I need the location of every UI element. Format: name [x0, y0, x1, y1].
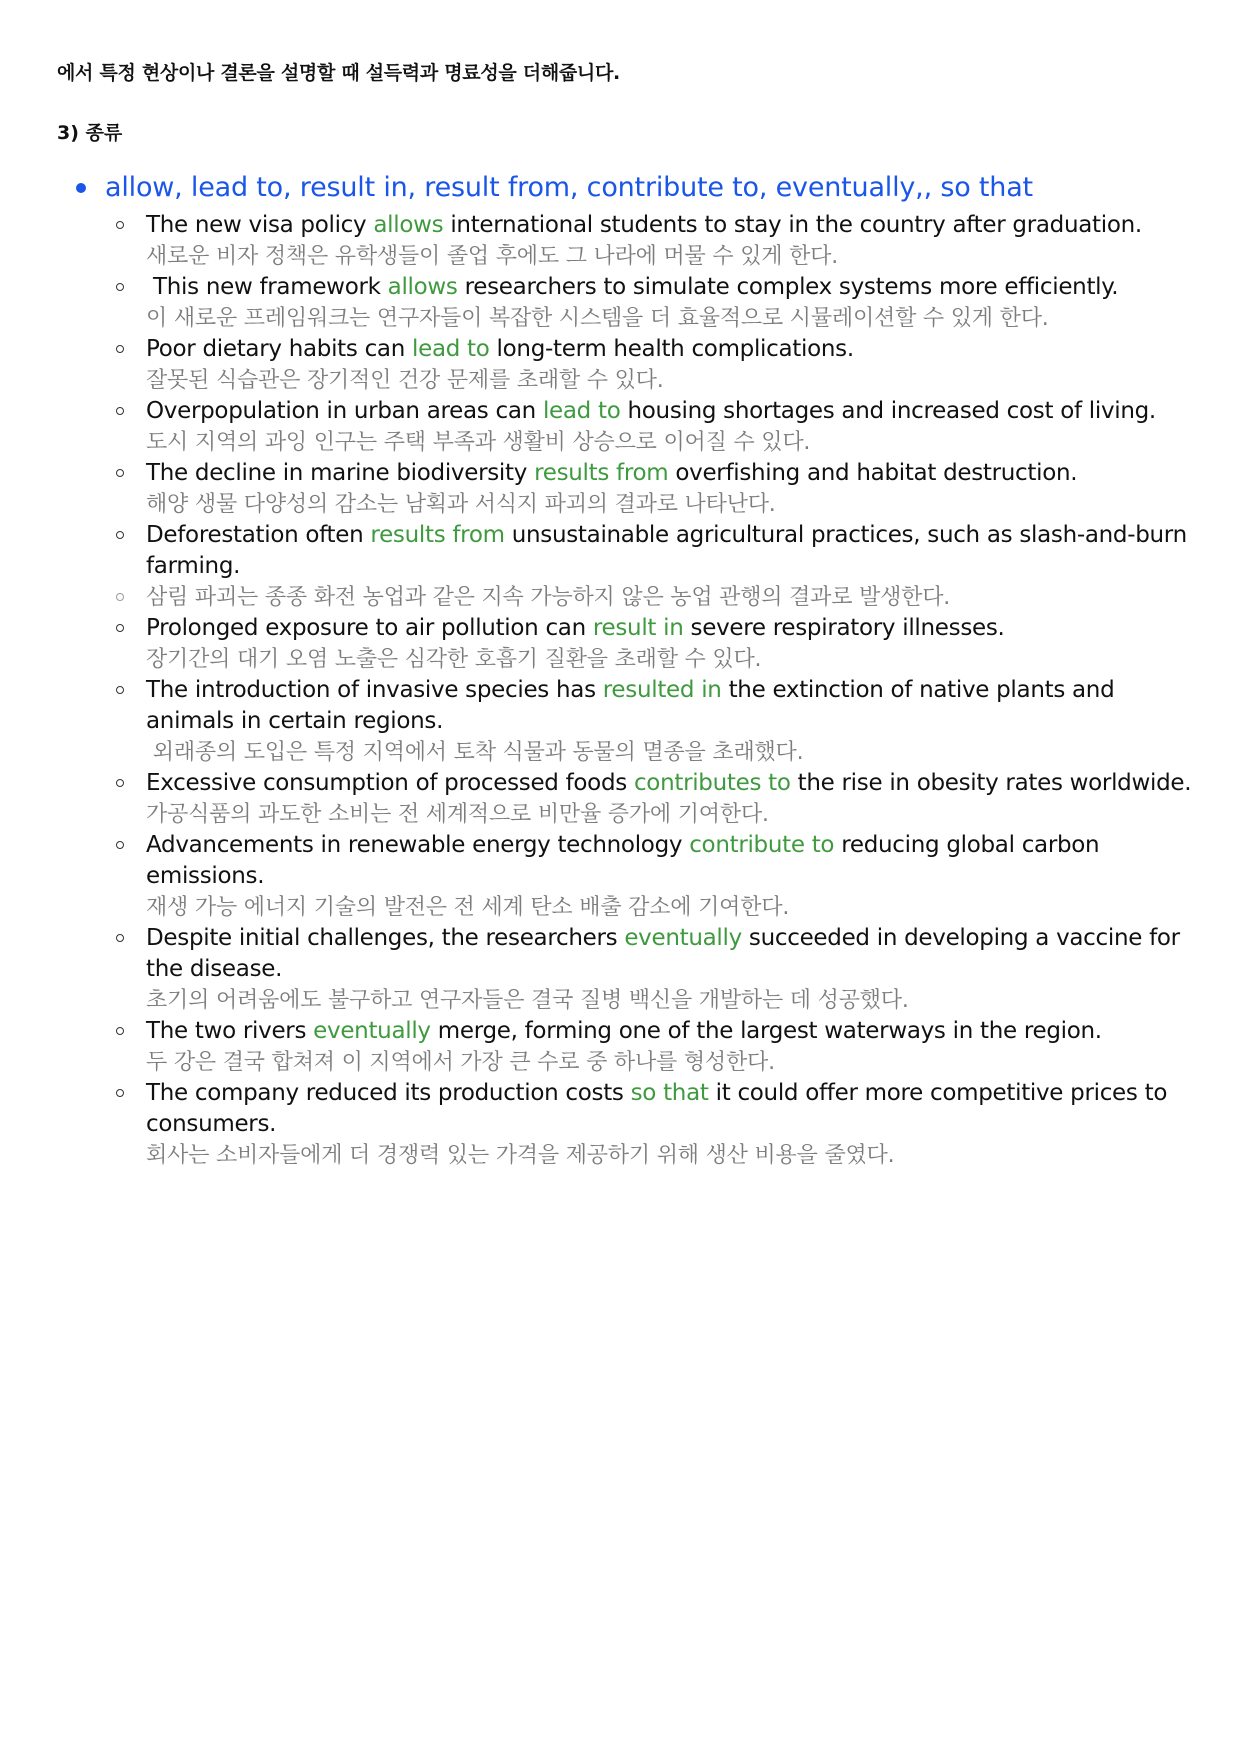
example-korean: 외래종의 도입은 특정 지역에서 토착 식물과 동물의 멸종을 초래했다. — [146, 740, 804, 765]
example-korean: 재생 가능 에너지 기술의 발전은 전 세계 탄소 배출 감소에 기여한다. — [146, 895, 790, 920]
circle-bullet-icon — [116, 934, 124, 942]
example-text-after: the extinction of native plants and animals in certain regions. — [146, 677, 1122, 734]
example-item — [112, 1078, 1192, 1171]
circle-bullet-icon — [116, 624, 124, 632]
example-text-after: merge, forming one of the largest waterways in the region. — [430, 1018, 1102, 1044]
circle-bullet-icon — [116, 469, 124, 477]
example-korean: 이 새로운 프레임워크는 연구자들이 복잡한 시스템을 더 효율적으로 시뮬레이션할 수 있게 한다. — [146, 306, 1049, 331]
example-text-before: Poor dietary habits can — [146, 336, 412, 362]
example-english — [146, 272, 1192, 303]
example-text-before: The company reduced its production costs — [146, 1080, 631, 1106]
example-korean: 가공식품의 과도한 소비는 전 세계적으로 비만율 증가에 기여한다. — [146, 802, 769, 827]
example-text-before: This new framework — [146, 274, 388, 300]
example-korean: 도시 지역의 과잉 인구는 주택 부족과 생활비 상승으로 이어질 수 있다. — [146, 430, 811, 455]
example-english — [146, 520, 1192, 582]
example-text-before: The decline in marine biodiversity — [146, 460, 535, 486]
example-text-before: Excessive consumption of processed foods — [146, 770, 634, 796]
example-text-after: severe respiratory illnesses. — [683, 615, 1005, 641]
example-item — [112, 830, 1192, 923]
example-text-after: it could offer more competitive prices to consumers. — [146, 1080, 1175, 1137]
example-text-before: Deforestation often — [146, 522, 371, 548]
example-text-before: The new visa policy — [146, 212, 374, 238]
connector-list-text: allow, lead to, result in, result from, contribute to, eventually,, so that — [105, 172, 1033, 203]
example-korean: 초기의 어려움에도 불구하고 연구자들은 결국 질병 백신을 개발하는 데 성공했다. — [146, 988, 909, 1013]
example-text-after: reducing global carbon emissions. — [146, 832, 1107, 889]
circle-bullet-icon — [116, 407, 124, 415]
example-english — [146, 334, 1192, 365]
example-item — [112, 334, 1192, 396]
example-text-before: The two rivers — [146, 1018, 314, 1044]
highlighted-connector: lead to — [542, 398, 621, 424]
example-list — [112, 210, 1192, 1171]
example-korean: 두 강은 결국 합쳐져 이 지역에서 가장 큰 수로 중 하나를 형성한다. — [146, 1050, 775, 1075]
example-item — [112, 272, 1192, 334]
example-text-after: housing shortages and increased cost of living. — [620, 398, 1156, 424]
example-text-after: researchers to simulate complex systems more efficiently. — [457, 274, 1119, 300]
example-english — [146, 768, 1192, 799]
highlighted-connector: resulted in — [602, 677, 722, 703]
example-item — [112, 613, 1192, 675]
example-text-after: long-term health complications. — [489, 336, 854, 362]
example-english — [146, 830, 1192, 892]
example-item — [112, 458, 1192, 520]
example-english — [146, 210, 1192, 241]
highlighted-connector: allows — [373, 212, 444, 238]
highlighted-connector: eventually — [624, 925, 742, 951]
example-english — [146, 1078, 1192, 1140]
highlighted-connector: contributes to — [633, 770, 791, 796]
circle-bullet-icon — [116, 531, 124, 539]
circle-bullet-icon — [116, 1089, 124, 1097]
section-heading: 3) 종류 — [57, 122, 123, 144]
circle-bullet-icon — [116, 686, 124, 694]
intro-text: 에서 특정 현상이나 결론을 설명할 때 설득력과 명료성을 더해줍니다. — [57, 62, 620, 84]
example-item — [112, 768, 1192, 830]
circle-bullet-icon — [116, 1027, 124, 1035]
example-korean: 잘못된 식습관은 장기적인 건강 문제를 초래할 수 있다. — [146, 368, 664, 393]
example-english — [146, 1016, 1192, 1047]
highlighted-connector: results from — [370, 522, 505, 548]
circle-bullet-icon — [116, 779, 124, 787]
circle-bullet-icon — [116, 841, 124, 849]
example-text-after: succeeded in developing a vaccine for the disease. — [146, 925, 1187, 982]
circle-bullet-icon — [116, 221, 124, 229]
example-item — [112, 582, 1192, 613]
example-item — [112, 1016, 1192, 1078]
highlighted-connector: allows — [387, 274, 458, 300]
highlighted-connector: eventually — [313, 1018, 431, 1044]
example-korean: 회사는 소비자들에게 더 경쟁력 있는 가격을 제공하기 위해 생산 비용을 줄였다. — [146, 1143, 895, 1168]
highlighted-connector: contribute to — [689, 832, 835, 858]
example-item — [112, 396, 1192, 458]
highlighted-connector: lead to — [412, 336, 490, 362]
example-text-after: overfishing and habitat destruction. — [668, 460, 1078, 486]
example-text-before: Despite initial challenges, the researchers — [146, 925, 625, 951]
example-text-before: Prolonged exposure to air pollution can — [146, 615, 593, 641]
example-korean: 새로운 비자 정책은 유학생들이 졸업 후에도 그 나라에 머물 수 있게 한다. — [146, 244, 839, 269]
circle-bullet-icon — [116, 283, 124, 291]
example-item — [112, 675, 1192, 768]
example-text-before: Advancements in renewable energy technology — [146, 832, 690, 858]
example-text-before: The introduction of invasive species has — [146, 677, 603, 703]
example-item — [112, 923, 1192, 1016]
highlighted-connector: so that — [630, 1080, 709, 1106]
example-english — [146, 613, 1192, 644]
bullet-dot-icon — [76, 183, 86, 193]
example-english — [146, 923, 1192, 985]
example-item — [112, 520, 1192, 582]
example-text-before: Overpopulation in urban areas can — [146, 398, 543, 424]
example-text-after: unsustainable agricultural practices, such as slash-and-burn farming. — [146, 522, 1194, 579]
example-text-after: international students to stay in the country after graduation. — [443, 212, 1142, 238]
highlighted-connector: results from — [534, 460, 669, 486]
circle-bullet-icon — [116, 593, 124, 601]
example-item — [112, 210, 1192, 272]
connector-list-heading — [76, 172, 1033, 203]
highlighted-connector: result in — [592, 615, 684, 641]
example-english — [146, 675, 1192, 737]
example-english — [146, 396, 1192, 427]
example-korean: 해양 생물 다양성의 감소는 남획과 서식지 파괴의 결과로 나타난다. — [146, 492, 776, 517]
example-korean: 장기간의 대기 오염 노출은 심각한 호흡기 질환을 초래할 수 있다. — [146, 647, 762, 672]
circle-bullet-icon — [116, 345, 124, 353]
example-korean: 삼림 파괴는 종종 화전 농업과 같은 지속 가능하지 않은 농업 관행의 결과로 발생한다. — [146, 585, 951, 610]
example-text-after: the rise in obesity rates worldwide. — [790, 770, 1192, 796]
example-english — [146, 458, 1192, 489]
